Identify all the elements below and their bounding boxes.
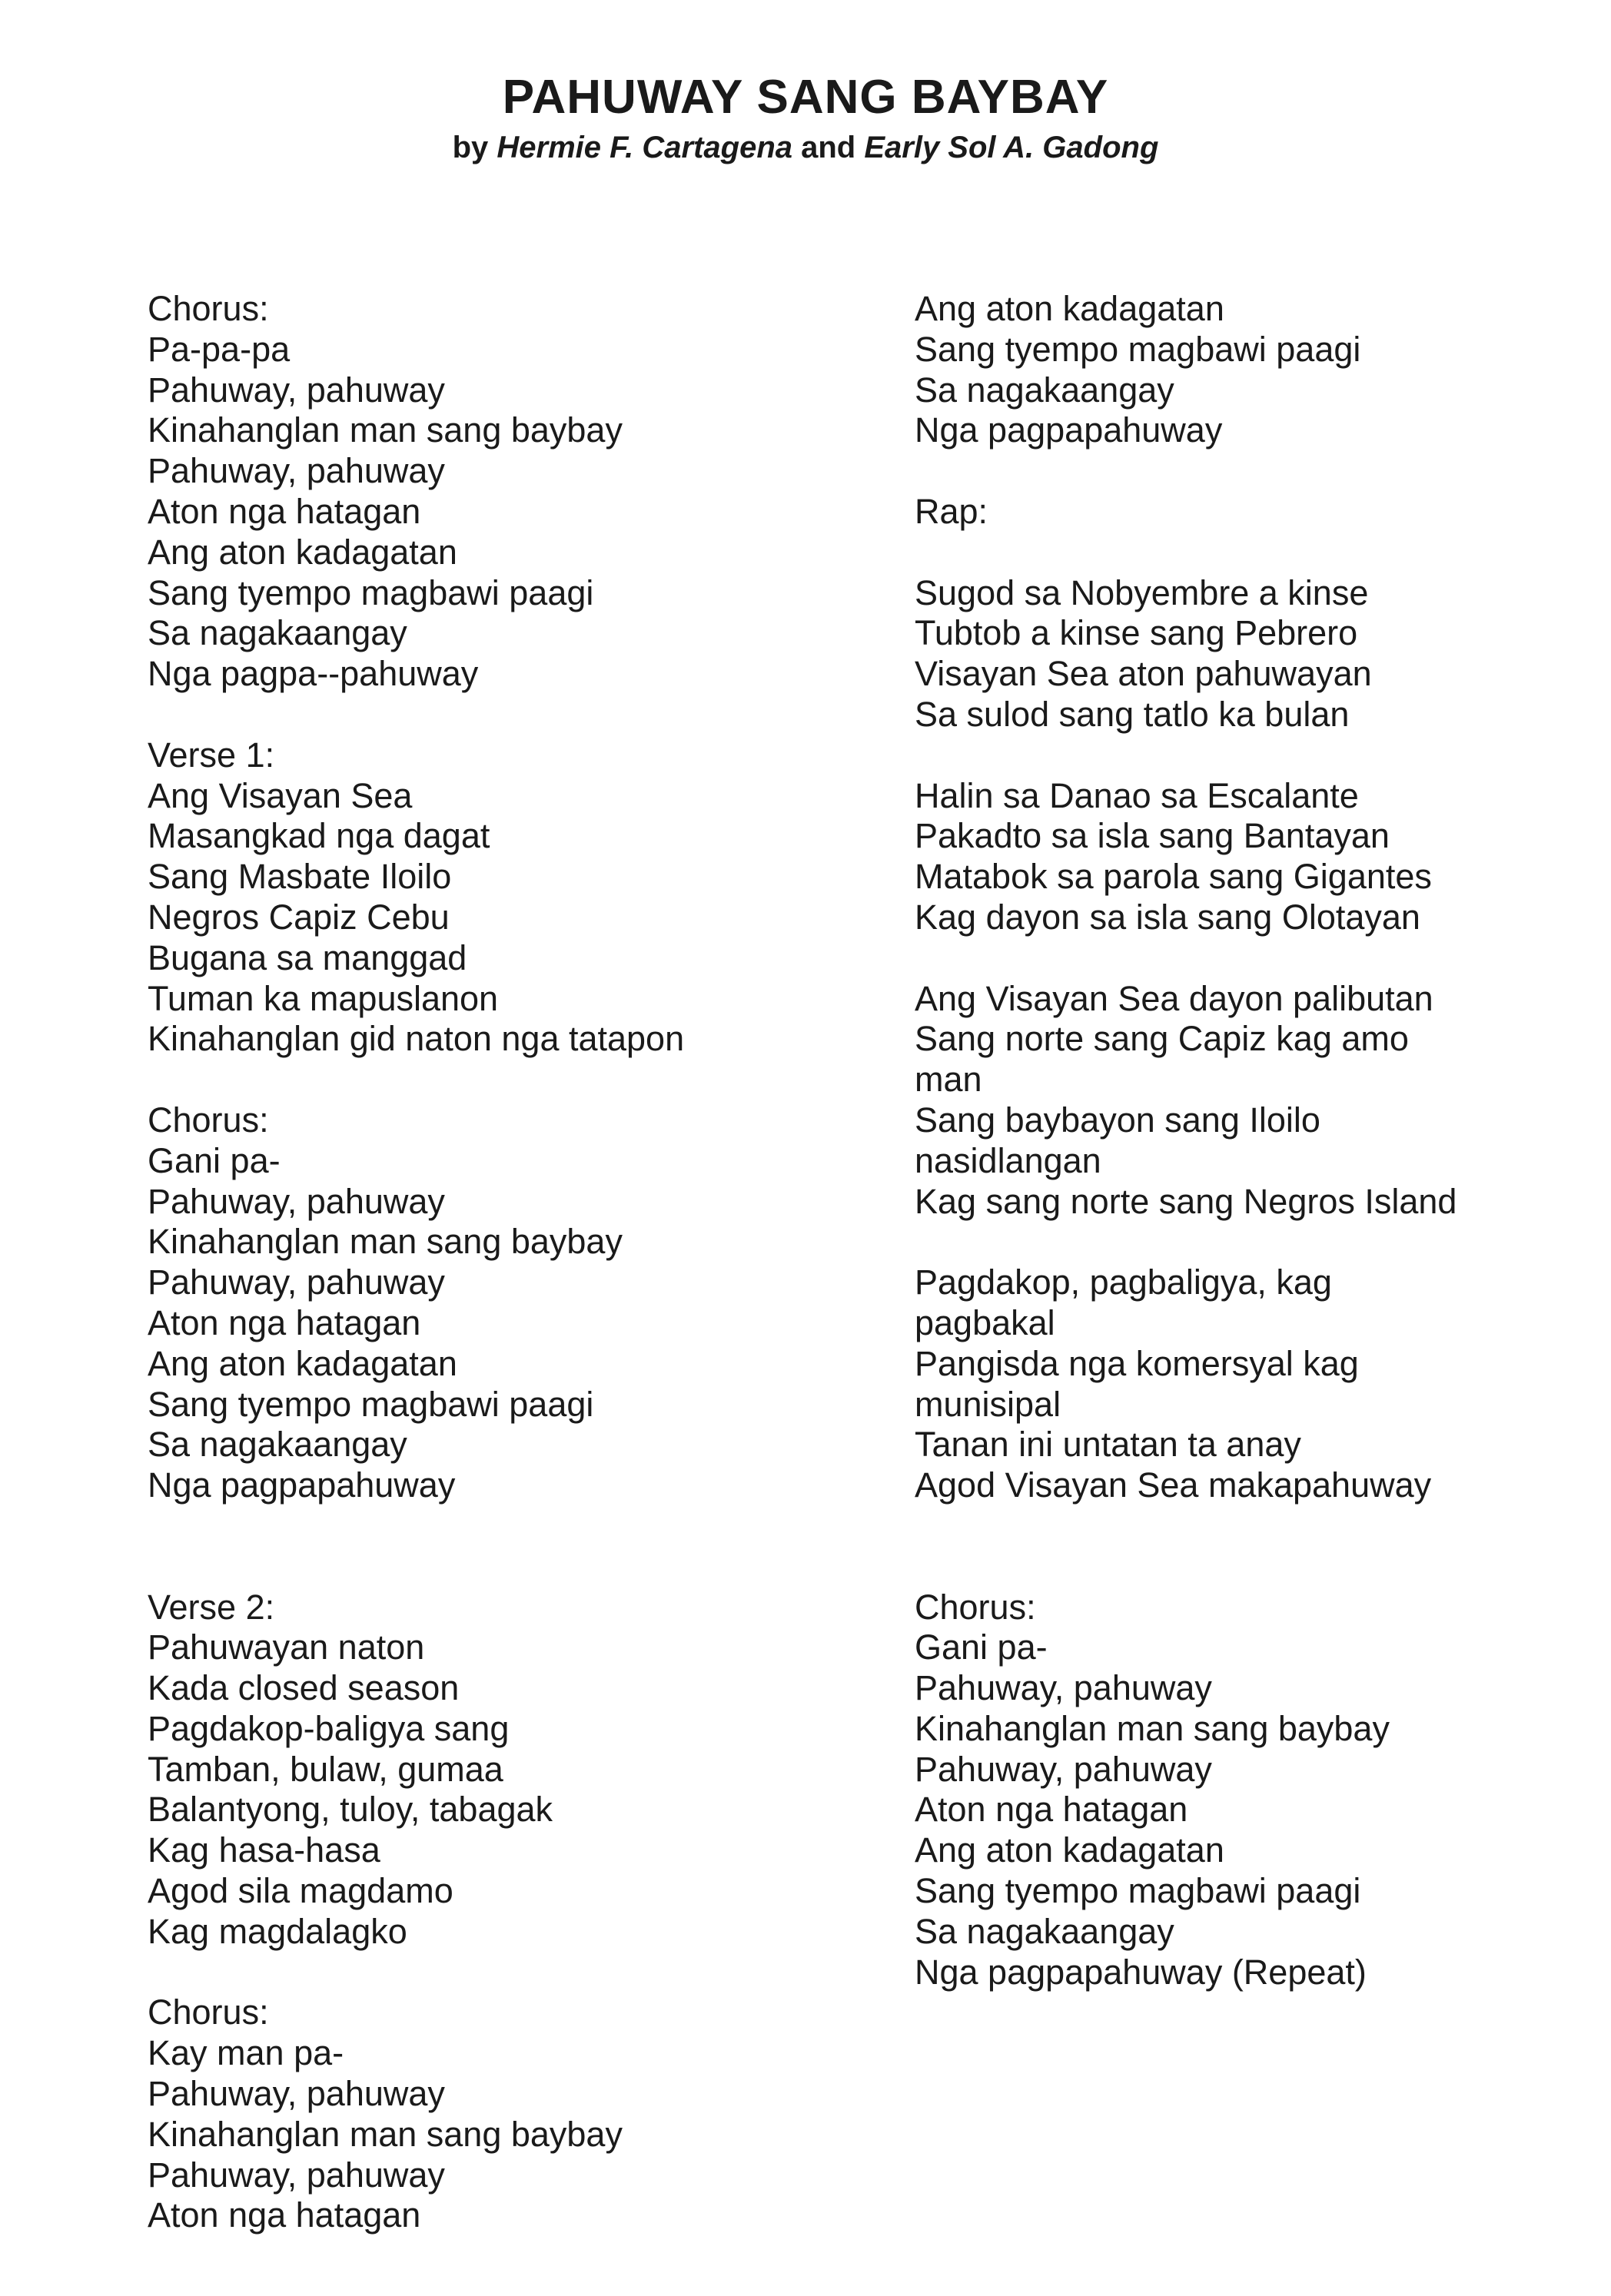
lyric-line: man	[915, 1060, 982, 1100]
lyric-line: Agod Visayan Sea makapahuway	[915, 1465, 1432, 1505]
lyric-line: Pahuway, pahuway	[148, 2155, 445, 2195]
lyric-line: Sang Masbate Iloilo	[148, 857, 452, 897]
lyric-line: Nga pagpapahuway	[915, 410, 1223, 450]
lyric-line: Kinahanglan man sang baybay	[915, 1708, 1390, 1748]
lyric-line: Visayan Sea aton pahuwayan	[915, 654, 1372, 694]
lyric-line: Matabok sa parola sang Gigantes	[915, 857, 1432, 897]
lyric-line: Balantyong, tuloy, tabagak	[148, 1790, 553, 1830]
lyric-line: Pangisda nga komersyal kag	[915, 1343, 1359, 1383]
byline-joiner: and	[792, 131, 865, 164]
lyric-line: Sang tyempo magbawi paagi	[148, 1384, 594, 1424]
section-label: Chorus:	[148, 1992, 269, 2032]
lyric-line: Ang aton kadagatan	[148, 532, 457, 572]
lyric-line: Kada closed season	[148, 1668, 460, 1708]
section-label: Verse 1:	[148, 735, 275, 775]
lyric-line: Sang tyempo magbawi paagi	[915, 329, 1361, 369]
rap-stanza	[915, 573, 1514, 735]
lyric-line: Aton nga hatagan	[915, 1790, 1188, 1830]
lyric-line: Sugod sa Nobyembre a kinse	[915, 572, 1369, 612]
lyric-line: Sa nagakaangay	[915, 1911, 1174, 1951]
lyric-line: Sa nagakaangay	[148, 613, 407, 653]
chorus-block	[148, 1100, 824, 1506]
lyric-line: Sang tyempo magbawi paagi	[148, 572, 594, 612]
lyric-line: Kinahanglan gid naton nga tatapon	[148, 1019, 685, 1059]
lyric-line: Kag hasa-hasa	[148, 1830, 380, 1870]
chorus-block	[148, 1992, 824, 2236]
lyric-line: Gani pa-	[148, 1140, 281, 1180]
lyric-line: Sang baybayon sang Iloilo	[915, 1100, 1320, 1140]
lyric-line: Nga pagpapahuway	[148, 1465, 456, 1505]
lyric-line: Kay man pa-	[148, 2033, 344, 2073]
lyric-line: Tamban, bulaw, gumaa	[148, 1749, 503, 1789]
lyric-line: Tubtob a kinse sang Pebrero	[915, 613, 1358, 653]
lyric-line: Pahuway, pahuway	[148, 370, 445, 410]
lyrics-left-column	[148, 289, 824, 2236]
chorus-block	[915, 1588, 1514, 1993]
rap-stanza	[915, 979, 1514, 1223]
lyric-line: Kag sang norte sang Negros Island	[915, 1181, 1457, 1221]
lyric-line: Masangkad nga dagat	[148, 816, 490, 856]
lyric-line: Aton nga hatagan	[148, 491, 421, 531]
lyric-line: Pahuwayan naton	[148, 1627, 425, 1667]
lyric-line: Pahuway, pahuway	[915, 1749, 1212, 1789]
lyric-line: Pa-pa-pa	[148, 329, 291, 369]
lyric-line: Ang Visayan Sea	[148, 775, 413, 815]
lyric-line: Aton nga hatagan	[148, 1302, 421, 1342]
lyric-line: Bugana sa manggad	[148, 937, 467, 977]
lyric-line: munisipal	[915, 1384, 1061, 1424]
byline	[0, 129, 1611, 166]
byline-prefix: by	[452, 131, 497, 164]
lyric-line: Kag dayon sa isla sang Olotayan	[915, 897, 1420, 937]
lyric-line: Negros Capiz Cebu	[148, 897, 450, 937]
lyric-line: Pahuway, pahuway	[148, 451, 445, 491]
lyric-line: Pahuway, pahuway	[148, 2074, 445, 2114]
lyric-line: Agod sila magdamo	[148, 1871, 453, 1911]
chorus-block	[148, 289, 824, 695]
lyric-line: Pagdakop, pagbaligya, kag	[915, 1262, 1332, 1302]
lyric-line: Aton nga hatagan	[148, 2195, 421, 2235]
lyric-line: Pakadto sa isla sang Bantayan	[915, 816, 1390, 856]
lyric-line: Ang Visayan Sea dayon palibutan	[915, 978, 1433, 1018]
chorus-continuation-block	[915, 289, 1514, 451]
lyric-line: Sa nagakaangay	[915, 370, 1174, 410]
lyric-line: Pahuway, pahuway	[148, 1262, 445, 1302]
verse-block	[148, 1588, 824, 1953]
lyric-line: Sang norte sang Capiz kag amo	[915, 1019, 1409, 1059]
lyric-line: Ang aton kadagatan	[148, 1343, 457, 1383]
lyric-line: nasidlangan	[915, 1140, 1101, 1180]
song-title: PAHUWAY SANG BAYBAY	[502, 71, 1109, 124]
lyric-line: Pahuway, pahuway	[148, 1181, 445, 1221]
lyric-line: Tanan ini untatan ta anay	[915, 1425, 1301, 1465]
section-label: Verse 2:	[148, 1587, 275, 1627]
lyric-line: Kinahanglan man sang baybay	[148, 1222, 623, 1262]
lyric-line: Kinahanglan man sang baybay	[148, 2114, 623, 2154]
author-1: Hermie F. Cartagena	[497, 131, 792, 164]
lyric-line: Kinahanglan man sang baybay	[148, 410, 623, 450]
lyric-line: Nga pagpapahuway (Repeat)	[915, 1952, 1367, 1992]
lyric-line: Halin sa Danao sa Escalante	[915, 775, 1359, 815]
rap-stanza	[915, 776, 1514, 938]
lyric-line: Pagdakop-baligya sang	[148, 1708, 510, 1748]
section-label: Chorus:	[148, 289, 269, 328]
section-label: Chorus:	[915, 1587, 1036, 1627]
lyric-line: Ang aton kadagatan	[915, 289, 1224, 328]
section-label: Rap:	[915, 491, 988, 531]
section-label: Chorus:	[148, 1100, 269, 1140]
lyric-line: Sa sulod sang tatlo ka bulan	[915, 694, 1350, 734]
rap-stanza	[915, 1262, 1514, 1506]
verse-block	[148, 735, 824, 1060]
lyric-line: Kag magdalagko	[148, 1911, 407, 1951]
author-2: Early Sol A. Gadong	[864, 131, 1159, 164]
lyric-line: Sang tyempo magbawi paagi	[915, 1871, 1361, 1911]
lyric-line: Sa nagakaangay	[148, 1425, 407, 1465]
lyric-line: Nga pagpa--pahuway	[148, 654, 479, 694]
lyrics-right-column	[915, 289, 1514, 1992]
lyric-line: Tuman ka mapuslanon	[148, 978, 499, 1018]
lyric-line: Pahuway, pahuway	[915, 1668, 1212, 1708]
lyric-line: Ang aton kadagatan	[915, 1830, 1224, 1870]
lyric-line: pagbakal	[915, 1302, 1055, 1342]
lyric-line: Gani pa-	[915, 1627, 1048, 1667]
